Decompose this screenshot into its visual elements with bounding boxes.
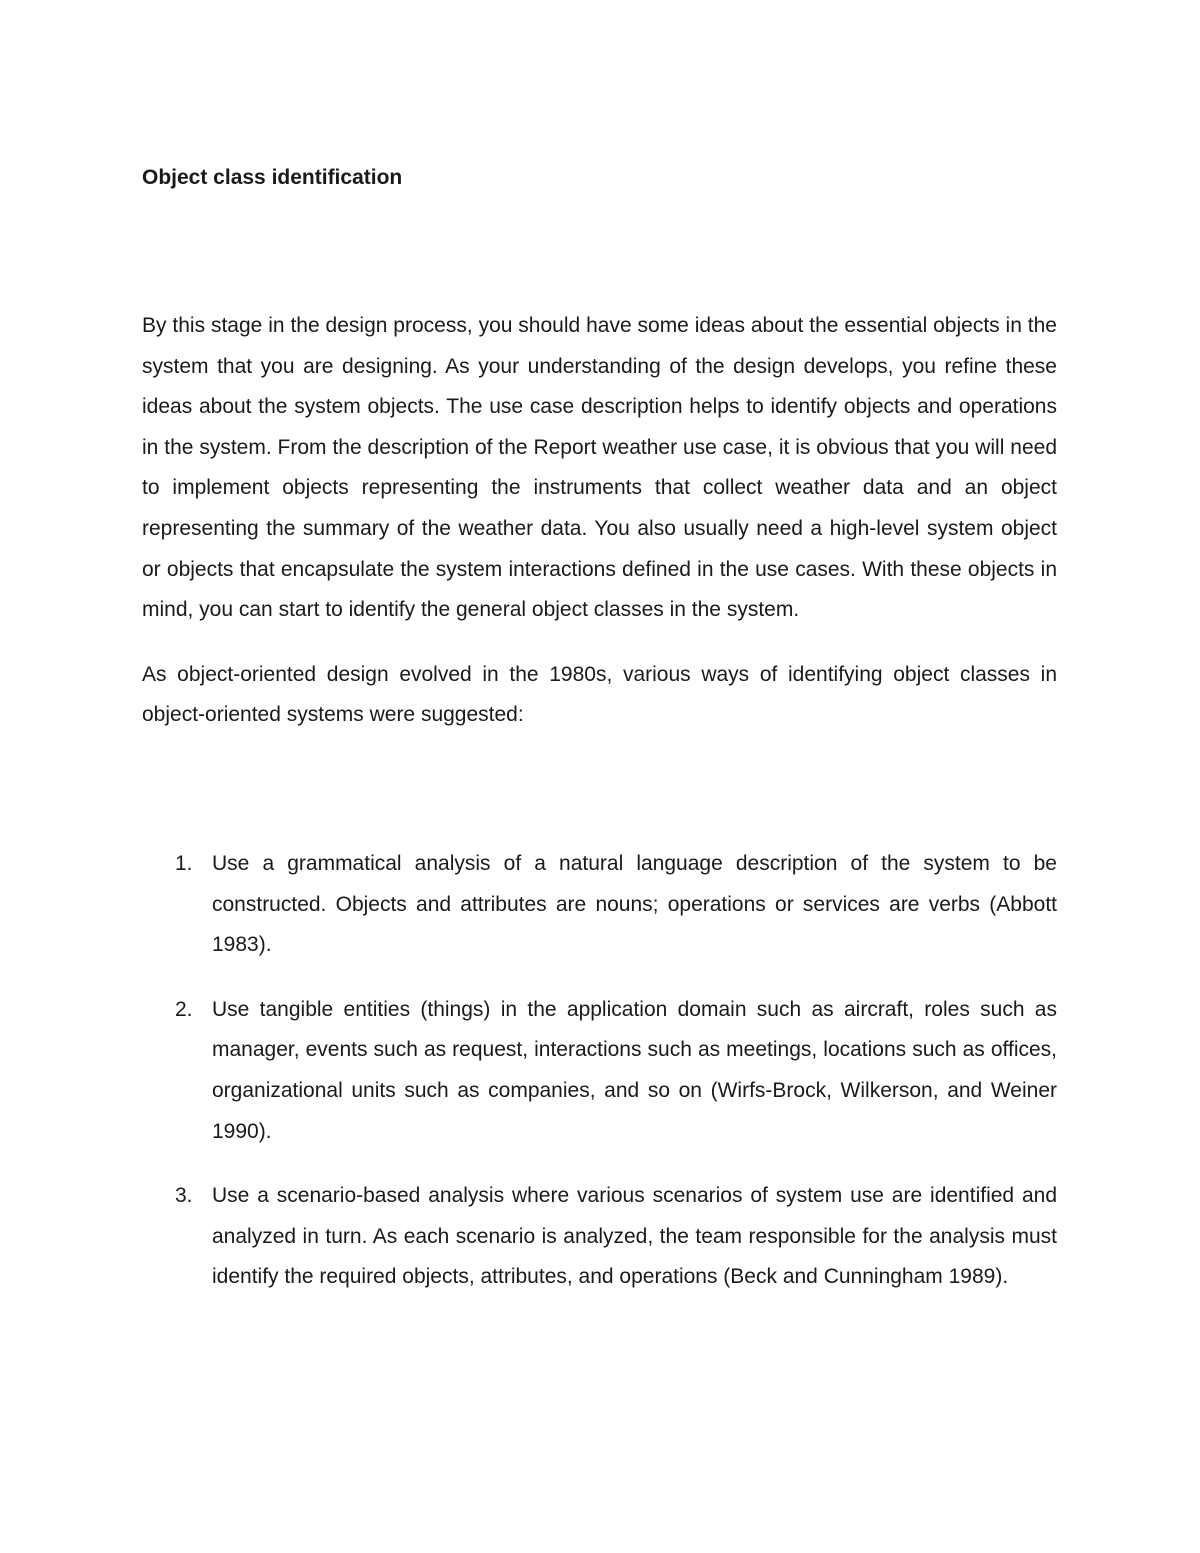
paragraph-approaches: As object-oriented design evolved in the 1980s, various ways of identifying object classes in object-oriented systems were suggested: [142, 662, 1057, 727]
list-item [142, 1176, 1057, 1298]
list-item [142, 990, 1057, 1152]
list-item-number: 1. [175, 851, 193, 875]
approaches-list [142, 844, 1057, 1298]
list-item-text: Use tangible entities (things) in the application domain such as aircraft, roles such as manager, events such as request, interactions such as meetings, locations such as offices, organizational units such as companies, and so on (Wirfs-Brock, Wilkerson, and Weiner 1990). [212, 997, 1057, 1143]
document-title: Object class identification [142, 166, 403, 189]
paragraph-intro: By this stage in the design process, you should have some ideas about the essential objects in the system that you are designing. As your understanding of the design develops, you refine these ideas about the system objects. The use case description helps to identify objects and operations in the system. From the description of the Report weather use case, it is obvious that you will need to implement objects representing the instruments that collect weather data and an object representing the summary of the weather data. You also usually need a high-level system object or objects that encapsulate the system interactions defined in the use cases. With these objects in mind, you can start to identify the general object classes in the system. [142, 314, 1057, 622]
list-item-number: 2. [175, 997, 193, 1021]
document-body [142, 160, 1057, 1322]
list-item-text: Use a scenario-based analysis where various scenarios of system use are identified and analyzed in turn. As each scenario is analyzed, the team responsible for the analysis must identify the required objects, attributes, and operations (Beck and Cunningham 1989). [212, 1184, 1057, 1289]
list-item-text: Use a grammatical analysis of a natural language description of the system to be constructed. Objects and attributes are nouns; operations or services are verbs (Abbott 1983). [212, 851, 1057, 957]
list-item-number: 3. [175, 1184, 193, 1208]
list-item [142, 844, 1057, 966]
